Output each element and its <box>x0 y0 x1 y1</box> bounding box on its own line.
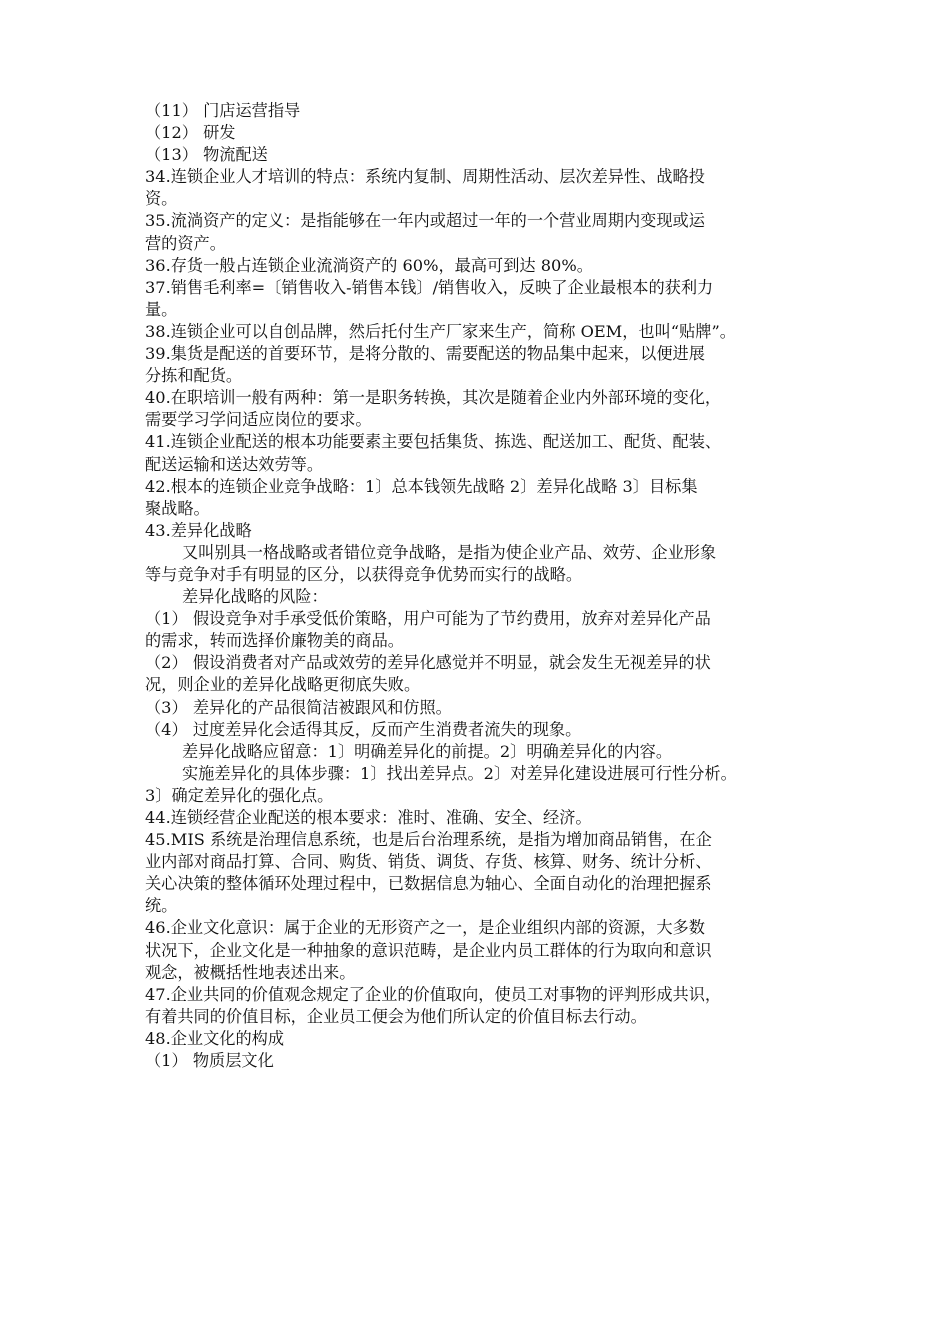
text-line: 3〕确定差异化的强化点。 <box>145 785 334 805</box>
text-line: （2） 假设消费者对产品或效劳的差异化感觉并不明显，就会发生无视差异的状 <box>145 653 711 673</box>
text-line: 45.MIS 系统是治理信息系统，也是后台治理系统，是指为增加商品销售，在企 <box>145 830 712 850</box>
text-line: 资。 <box>145 189 178 209</box>
text-line: 业内部对商品打算、合同、购货、销货、调货、存货、核算、财务、统计分析、 <box>145 852 712 872</box>
text-line: （12） 研发 <box>145 123 236 143</box>
text-line: 实施差异化的具体步骤：1〕找出差异点。2〕对差异化建设进展可行性分析。 <box>182 763 737 783</box>
text-line: 分拣和配货。 <box>145 366 243 386</box>
text-line: 41.连锁企业配送的根本功能要素主要包括集货、拣选、配送加工、配货、配装、 <box>145 432 722 452</box>
text-line: 有着共同的价值目标，企业员工便会为他们所认定的价值目标去行动。 <box>145 1006 647 1026</box>
text-line: 39.集货是配送的首要环节，是将分散的、需要配送的物品集中起来，以便进展 <box>145 344 705 364</box>
text-line: 差异化战略的风险： <box>182 587 328 607</box>
text-line: 营的资产。 <box>145 233 226 253</box>
text-line: （11） 门店运营指导 <box>145 101 301 120</box>
text-line: 配送运输和送达效劳等。 <box>145 454 324 474</box>
text-line: 38.连锁企业可以自创品牌，然后托付生产厂家来生产，简称 OEM，也叫“贴牌”。 <box>145 321 736 341</box>
text-line: 42.根本的连锁企业竞争战略：1〕总本钱领先战略 2〕差异化战略 3〕目标集 <box>145 476 698 496</box>
text-line: （1） 物质层文化 <box>145 1051 274 1071</box>
text-line: 35.流淌资产的定义：是指能够在一年内或超过一年的一个营业周期内变现或运 <box>145 211 705 231</box>
text-line: （1） 假设竞争对手承受低价策略，用户可能为了节约费用，放弃对差异化产品 <box>145 609 711 629</box>
text-line: （4） 过度差异化会适得其反，反而产生消费者流失的现象。 <box>145 719 582 739</box>
text-line: 又叫别具一格战略或者错位竞争战略，是指为使企业产品、效劳、企业形象 <box>182 542 717 562</box>
text-line: （13） 物流配送 <box>145 145 268 165</box>
text-line: 量。 <box>145 299 178 319</box>
text-line: 47.企业共同的价值观念规定了企业的价值取向，使员工对事物的评判形成共识， <box>145 984 722 1004</box>
text-line: 统。 <box>145 896 178 916</box>
text-line: 状况下，企业文化是一种抽象的意识范畴，是企业内员工群体的行为取向和意识 <box>145 940 712 960</box>
text-line: 的需求，转而选择价廉物美的商品。 <box>145 631 404 651</box>
text-line: 46.企业文化意识：属于企业的无形资产之一，是企业组织内部的资源，大多数 <box>145 918 705 938</box>
document-page <box>145 100 817 1072</box>
text-line: 差异化战略应留意：1〕明确差异化的前提。2〕明确差异化的内容。 <box>182 741 673 761</box>
text-line: 40.在职培训一般有两种：第一是职务转换，其次是随着企业内外部环境的变化， <box>145 388 722 408</box>
text-line: 关心决策的整体循环处理过程中，已数据信息为轴心、全面自动化的治理把握系 <box>145 874 712 894</box>
text-line: 需要学习学问适应岗位的要求。 <box>145 410 372 430</box>
text-line: 况，则企业的差异化战略更彻底失败。 <box>145 675 421 695</box>
text-line: （3） 差异化的产品很简洁被跟风和仿照。 <box>145 697 452 717</box>
text-line: 36.存货一般占连锁企业流淌资产的 60%，最高可到达 80%。 <box>145 255 593 275</box>
text-line: 观念，被概括性地表述出来。 <box>145 962 356 982</box>
text-line: 34.连锁企业人才培训的特点：系统内复制、周期性活动、层次差异性、战略投 <box>145 167 705 187</box>
section-heading: 48.企业文化的构成 <box>145 1028 285 1048</box>
text-line: 等与竞争对手有明显的区分，以获得竞争优势而实行的战略。 <box>145 564 583 584</box>
text-line: 44.连锁经营企业配送的根本要求：准时、准确、安全、经济。 <box>145 808 592 827</box>
text-line: 聚战略。 <box>145 498 210 518</box>
text-line: 37.销售毛利率=〔销售收入-销售本钱〕/销售收入，反映了企业最根本的获利力 <box>145 277 714 297</box>
section-heading: 43.差异化战略 <box>145 520 252 540</box>
